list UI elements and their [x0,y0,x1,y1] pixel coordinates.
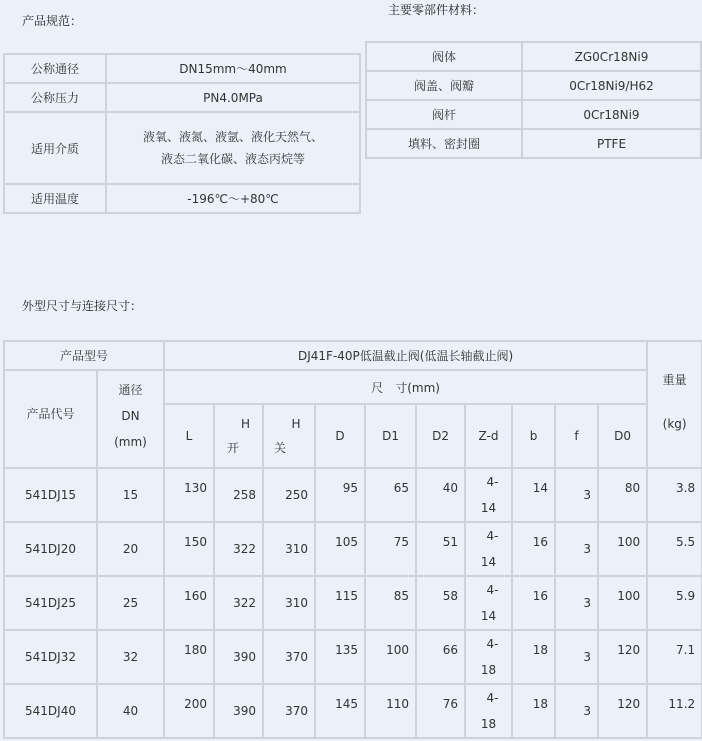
mm-label: (mm) [114,435,147,449]
b-value: 18 [512,684,555,738]
H-close-value: 370 [263,630,315,684]
dims-section-title: 外型尺寸与连接尺寸： [22,299,143,313]
spec-label: 适用介质 [4,112,106,184]
Zd-value [465,576,512,630]
weight-unit: (kg) [662,416,687,431]
L-value: 180 [164,630,214,684]
dn-value: 32 [97,630,164,684]
D1-value: 100 [365,630,416,684]
Zd-bottom: 14 [480,609,497,623]
weight-value: 5.9 [647,576,702,630]
spec-value: -196℃～+80℃ [106,184,360,213]
col-header-H-open [214,404,263,468]
material-value: 0Cr18Ni9 [522,100,701,129]
spec-label: 公称通径 [4,54,106,83]
material-part: 填料、密封圈 [366,129,522,158]
spec-row [4,54,360,83]
col-header-H: H [291,417,301,431]
f-value: 3 [555,684,598,738]
spec-value: DN15mm～40mm [106,54,360,83]
H-open-value: 258 [214,468,263,522]
col-header-open: 开 [227,441,240,455]
col-header-D0: D0 [598,404,647,468]
D0-value: 80 [598,468,647,522]
weight-value: 7.1 [647,630,702,684]
dimensions-body [4,468,702,738]
product-code: 541DJ15 [4,468,97,522]
D0-value: 120 [598,684,647,738]
L-value: 150 [164,522,214,576]
spec-row [4,83,360,112]
weight-value: 5.5 [647,522,702,576]
H-close-value: 310 [263,576,315,630]
product-code: 541DJ20 [4,522,97,576]
dn-value: 40 [97,684,164,738]
material-part: 阀体 [366,42,522,71]
material-row [366,42,701,71]
materials-section-title: 主要零部件材料： [388,3,485,17]
table-row [4,468,702,522]
spec-value-multiline [106,112,360,184]
table-row [4,684,702,738]
H-close-value: 310 [263,522,315,576]
H-open-value: 390 [214,630,263,684]
material-part: 阀盖、阀瓣 [366,71,522,100]
table-row [4,630,702,684]
product-code: 541DJ25 [4,576,97,630]
D-value: 115 [315,576,365,630]
spec-table [3,53,361,214]
D-value: 145 [315,684,365,738]
material-value: PTFE [522,129,701,158]
size-header: 尺 寸(mm) [164,370,647,404]
col-header-D1: D1 [365,404,416,468]
H-close-value: 370 [263,684,315,738]
Zd-top: 4- [486,529,499,543]
Zd-bottom: 18 [480,717,497,731]
material-value: 0Cr18Ni9/H62 [522,71,701,100]
bore-header [97,370,164,468]
b-value: 14 [512,468,555,522]
spec-label: 适用温度 [4,184,106,213]
D0-value: 100 [598,522,647,576]
material-row [366,100,701,129]
col-header-close: 关 [274,441,287,455]
material-part: 阀杆 [366,100,522,129]
Zd-value [465,522,512,576]
weight-label: 重量 [662,372,687,387]
D-value: 95 [315,468,365,522]
b-value: 16 [512,522,555,576]
L-value: 160 [164,576,214,630]
product-code-label: 产品代号 [4,370,97,468]
weight-value: 3.8 [647,468,702,522]
D-value: 135 [315,630,365,684]
col-header-f: f [555,404,598,468]
D2-value: 51 [416,522,465,576]
header-row [4,341,702,370]
H-open-value: 322 [214,522,263,576]
bore-label: 通径 [118,383,143,397]
material-value: ZG0Cr18Ni9 [522,42,701,71]
spec-row [4,112,360,184]
product-model-label: 产品型号 [4,341,164,370]
D1-value: 65 [365,468,416,522]
dn-label: DN [121,409,140,423]
H-open-value: 322 [214,576,263,630]
f-value: 3 [555,630,598,684]
Zd-bottom: 14 [480,555,497,569]
L-value: 130 [164,468,214,522]
Zd-value [465,630,512,684]
weight-header [647,341,702,468]
D2-value: 76 [416,684,465,738]
Zd-top: 4- [486,583,499,597]
dimensions-table [3,340,702,739]
product-code: 541DJ40 [4,684,97,738]
col-header-L: L [164,404,214,468]
f-value: 3 [555,576,598,630]
spec-value-line: 液态二氧化碳、液态丙烷等 [160,152,305,166]
b-value: 18 [512,630,555,684]
D2-value: 40 [416,468,465,522]
dn-value: 25 [97,576,164,630]
col-header-D: D [315,404,365,468]
Zd-value [465,684,512,738]
material-row [366,71,701,100]
Zd-bottom: 18 [480,663,497,677]
col-header-Zd: Z-d [465,404,512,468]
col-header-H: H [241,417,251,431]
col-header-D2: D2 [416,404,465,468]
spec-row [4,184,360,213]
H-open-value: 390 [214,684,263,738]
spec-value-line: 液氧、液氮、液氩、液化天然气、 [142,130,323,144]
D0-value: 100 [598,576,647,630]
spec-value: PN4.0MPa [106,83,360,112]
header-row [4,370,702,404]
D2-value: 58 [416,576,465,630]
H-close-value: 250 [263,468,315,522]
dn-value: 20 [97,522,164,576]
f-value: 3 [555,522,598,576]
weight-value: 11.2 [647,684,702,738]
product-model-value: DJ41F-40P低温截止阀(低温长轴截止阀) [164,341,647,370]
spec-section-title: 产品规范： [22,14,83,28]
Zd-top: 4- [486,475,499,489]
dn-value: 15 [97,468,164,522]
materials-table [365,41,702,159]
Zd-top: 4- [486,637,499,651]
L-value: 200 [164,684,214,738]
spec-label: 公称压力 [4,83,106,112]
D1-value: 75 [365,522,416,576]
Zd-top: 4- [486,691,499,705]
D0-value: 120 [598,630,647,684]
col-header-H-close [263,404,315,468]
D2-value: 66 [416,630,465,684]
D-value: 105 [315,522,365,576]
Zd-bottom: 14 [480,501,497,515]
Zd-value [465,468,512,522]
table-row [4,522,702,576]
b-value: 16 [512,576,555,630]
D1-value: 85 [365,576,416,630]
table-row [4,576,702,630]
f-value: 3 [555,468,598,522]
product-code: 541DJ32 [4,630,97,684]
material-row [366,129,701,158]
col-header-b: b [512,404,555,468]
D1-value: 110 [365,684,416,738]
